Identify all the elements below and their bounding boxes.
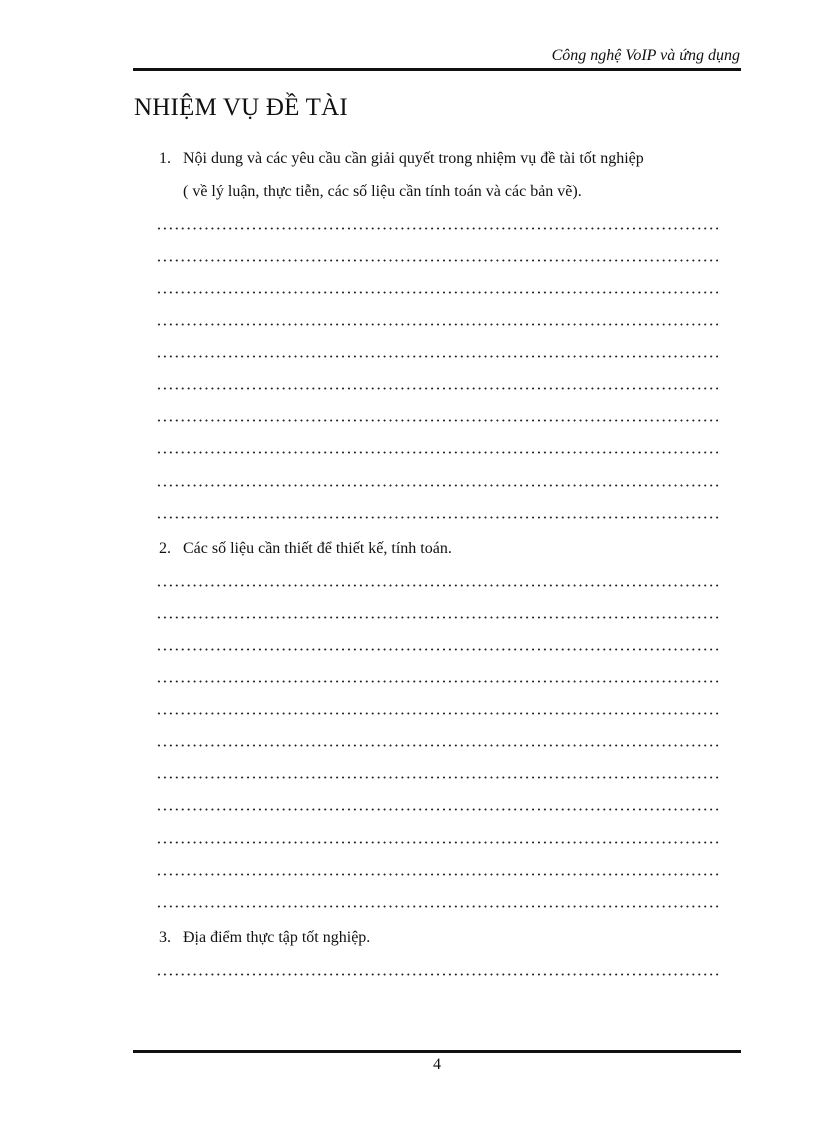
- dotted-fill-line: [156, 387, 720, 390]
- dotted-fill-line: [156, 419, 720, 422]
- dotted-fill-line: [156, 776, 720, 779]
- dotted-fill-line: [156, 584, 720, 587]
- running-header-title: Công nghệ VoIP và ứng dụng: [551, 47, 740, 64]
- section-number: 2.: [159, 540, 171, 557]
- dotted-fill-line: [156, 484, 720, 487]
- section-number: 1.: [159, 150, 171, 167]
- dotted-fill-line: [156, 516, 720, 519]
- section-number: 3.: [159, 929, 171, 946]
- section-text: Địa điểm thực tập tốt nghiệp.: [183, 929, 371, 946]
- dotted-fill-line: [156, 905, 720, 908]
- dotted-fill-line: [156, 841, 720, 844]
- dotted-fill-line: [156, 973, 720, 976]
- dotted-fill-line: [156, 873, 720, 876]
- dotted-fill-line: [156, 451, 720, 454]
- page-number: 4: [433, 1056, 441, 1073]
- dotted-fill-line: [156, 680, 720, 683]
- dotted-fill-line: [156, 648, 720, 651]
- header-rule: [133, 68, 741, 71]
- dotted-fill-line: [156, 616, 720, 619]
- section-text: Các số liệu cần thiết để thiết kế, tính toán.: [183, 540, 452, 557]
- section-1-subtext: ( về lý luận, thực tiễn, các số liệu cần tính toán và các bản vẽ).: [183, 183, 582, 200]
- section-2-heading: [159, 540, 452, 558]
- dotted-fill-line: [156, 227, 720, 230]
- dotted-fill-line: [156, 712, 720, 715]
- dotted-fill-line: [156, 323, 720, 326]
- dotted-fill-line: [156, 808, 720, 811]
- page-title: NHIỆM VỤ ĐỀ TÀI: [134, 94, 348, 121]
- section-3-heading: [159, 929, 370, 947]
- footer-rule: [133, 1050, 741, 1053]
- dotted-fill-line: [156, 291, 720, 294]
- dotted-fill-line: [156, 259, 720, 262]
- section-1-heading: [159, 150, 644, 168]
- dotted-fill-line: [156, 744, 720, 747]
- dotted-fill-line: [156, 355, 720, 358]
- section-text: Nội dung và các yêu cầu cần giải quyết trong nhiệm vụ đề tài tốt nghiệp: [183, 150, 644, 167]
